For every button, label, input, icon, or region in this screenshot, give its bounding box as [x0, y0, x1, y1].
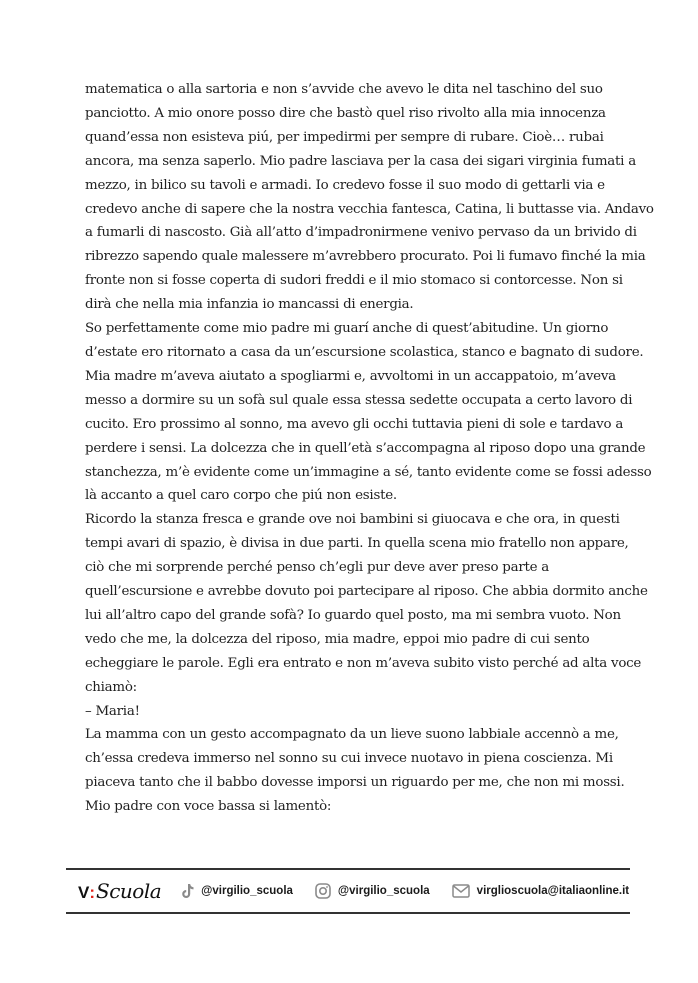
text-line: quand’essa non esisteva piú, per impedirmi per sempre di rubare. Cioè… rubai	[85, 129, 604, 145]
text-line: là accanto a quel caro corpo che piú non esiste.	[85, 488, 397, 504]
text-line: ch’essa credeva immerso nel sonno su cui invece nuotavo in piena coscienza. Mi	[85, 751, 613, 767]
text-line: So perfettamente come mio padre mi guarí anche di quest’abitudine. Un giorno	[85, 321, 609, 337]
text-line: d’estate ero ritornato a casa da un’escursione scolastica, stanco e bagnato di sudore.	[85, 344, 644, 360]
text-line: fronte non si fosse coperta di sudori freddi e il mio stomaco si contorcesse. Non si	[85, 273, 623, 289]
mail-icon	[452, 884, 470, 898]
virgilio-scuola-logo	[78, 879, 161, 903]
logo-v: V	[78, 883, 90, 902]
logo-scuola: Scuola	[96, 879, 162, 903]
text-line: messo a dormire su un sofà sul quale essa stessa sedette occupata a certo lavoro di	[85, 392, 633, 408]
text-line: echeggiare le parole. Egli era entrato e non m’aveva subito visto perché ad alta voce	[85, 655, 642, 671]
email-address[interactable]: virglioscuola@italiaonline.it	[476, 885, 630, 897]
text-line: panciotto. A mio onore posso dire che bastò quel riso rivolto alla mia innocenza	[85, 105, 606, 121]
text-line: vedo che me, la dolcezza del riposo, mia madre, eppoi mio padre di cui sento	[85, 631, 590, 647]
instagram-handle[interactable]: @virgilio_scuola	[337, 885, 430, 897]
text-line: perdere i sensi. La dolcezza che in quell’età s’accompagna al riposo dopo una grande	[85, 440, 646, 456]
instagram-icon	[315, 883, 331, 899]
text-line: stanchezza, m’è evidente come un’immagine a sé, tanto evidente come se fossi adesso	[85, 464, 652, 480]
text-line: piaceva tanto che il babbo dovesse imporsi un riguardo per me, che non mi mossi.	[85, 775, 625, 791]
text-line: ancora, ma senza saperlo. Mio padre lasciava per la casa dei sigari virginia fumati a	[85, 153, 636, 169]
text-line: ciò che mi sorprende perché penso ch’egli pur deve aver preso parte a	[85, 560, 550, 576]
logo-colon: :	[89, 883, 96, 902]
instagram-link[interactable]	[315, 883, 430, 899]
tiktok-link[interactable]	[181, 884, 293, 899]
text-line: chiamò:	[85, 679, 137, 695]
email-link[interactable]	[452, 884, 629, 898]
page-footer	[66, 868, 630, 914]
document-body	[85, 78, 654, 819]
tiktok-handle[interactable]: @virgilio_scuola	[201, 885, 293, 897]
text-line: cucito. Ero prossimo al sonno, ma avevo gli occhi tuttavia pieni di sole e tardavo a	[85, 416, 624, 432]
text-line: credevo anche di sapere che la nostra vecchia fantesca, Catina, li buttasse via. Andavo	[85, 201, 654, 217]
text-line: quell’escursione e avrebbe dovuto poi partecipare al riposo. Che abbia dormito anche	[85, 584, 648, 600]
text-line: – Maria!	[85, 703, 140, 719]
tiktok-icon	[181, 884, 194, 899]
text-line: tempi avari di spazio, è divisa in due parti. In quella scena mio fratello non appare,	[85, 536, 629, 552]
text-line: dirà che nella mia infanzia io mancassi di energia.	[85, 297, 414, 313]
text-line: mezzo, in bilico su tavoli e armadi. Io credevo fosse il suo modo di gettarli via e	[85, 177, 605, 193]
text-line: La mamma con un gesto accompagnato da un lieve suono labbiale accennò a me,	[85, 727, 619, 743]
text-line: ribrezzo sapendo quale malessere m’avrebbero procurato. Poi li fumavo finché la mia	[85, 249, 646, 265]
text-line: lui all’altro capo del grande sofà? Io guardo quel posto, ma mi sembra vuoto. Non	[85, 607, 621, 623]
text-line: a fumarli di nascosto. Già all’atto d’impadronirmene venivo pervaso da un brivido di	[85, 225, 637, 241]
text-line: matematica o alla sartoria e non s’avvide che avevo le dita nel taschino del suo	[85, 82, 603, 97]
text-line: Mia madre m’aveva aiutato a spogliarmi e, avvoltomi in un accappatoio, m’aveva	[85, 368, 616, 384]
text-line: Ricordo la stanza fresca e grande ove noi bambini si giuocava e che ora, in questi	[85, 512, 620, 528]
text-line: Mio padre con voce bassa si lamentò:	[85, 799, 332, 815]
